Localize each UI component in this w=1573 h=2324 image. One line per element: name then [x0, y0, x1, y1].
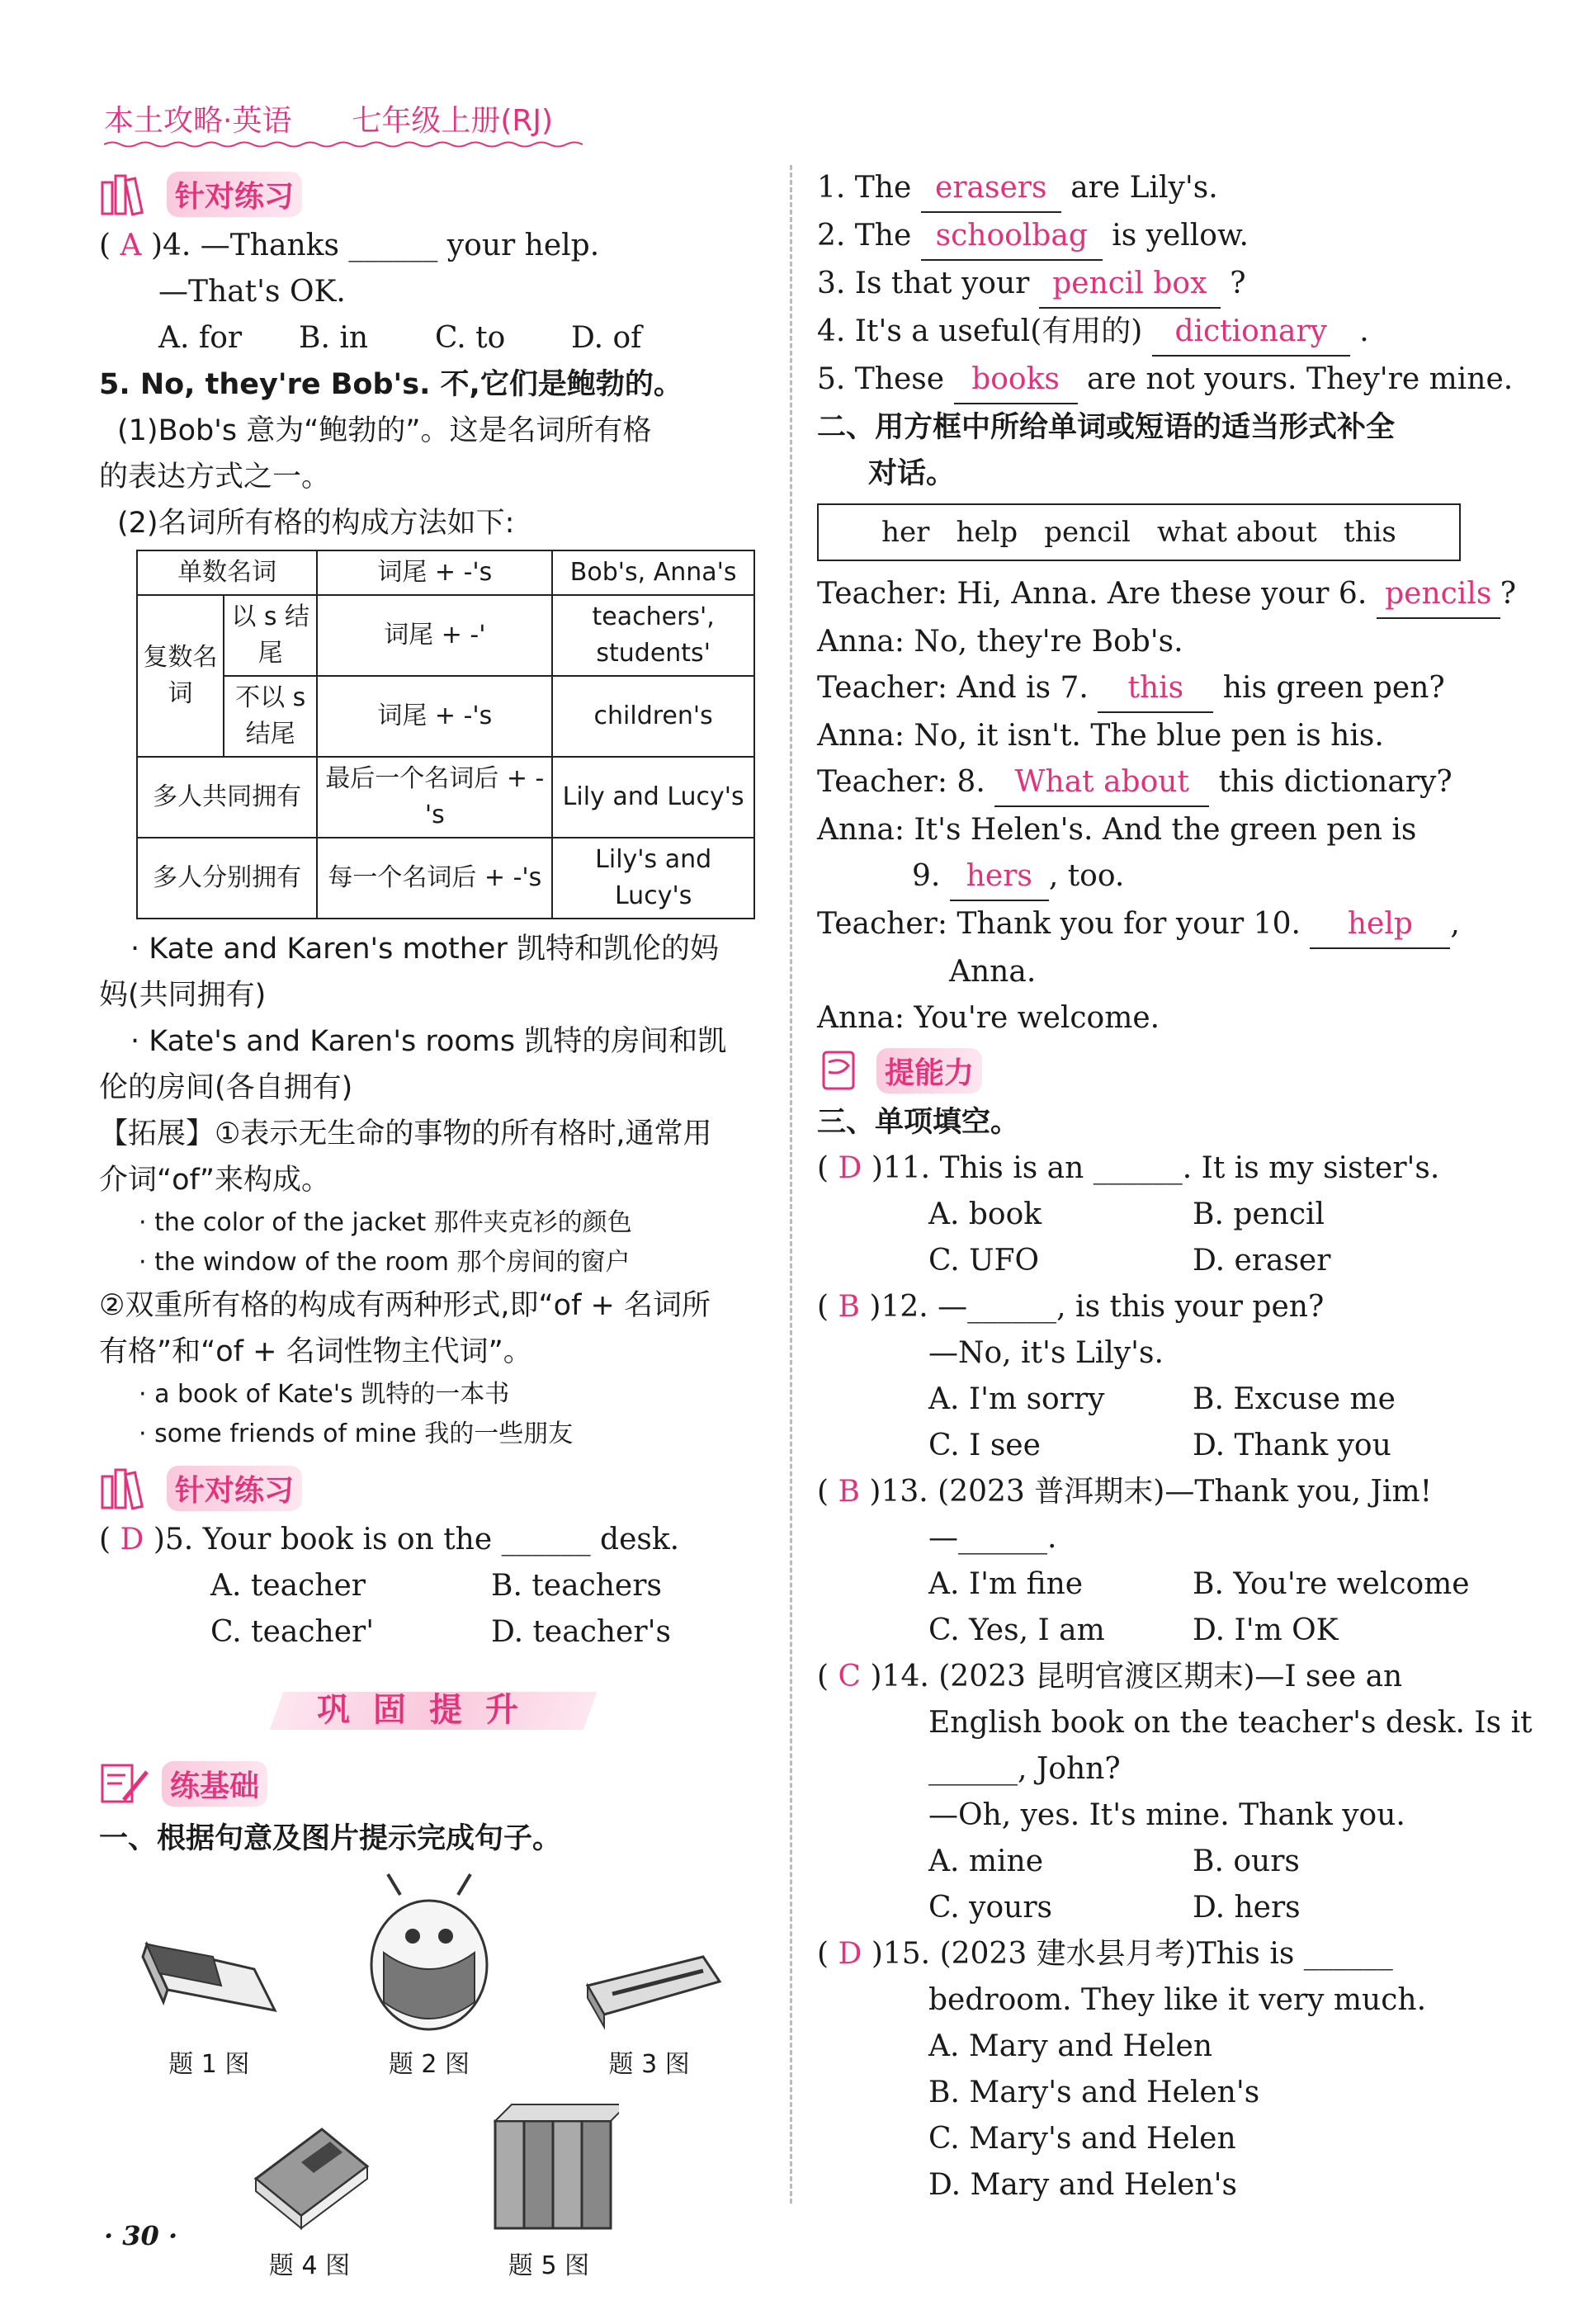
option: B. Mary's and Helen's — [928, 2076, 1260, 2109]
example: · the color of the jacket 那件夹克衫的颜色 — [139, 1208, 632, 1237]
answer: D — [838, 1937, 862, 1971]
question-14: ( C )14. (2023 昆明官渡区期末)—I see an — [817, 1660, 1403, 1693]
reply: —That's OK. — [158, 275, 346, 309]
answer: B — [838, 1290, 860, 1324]
option: C. Mary's and Helen — [928, 2122, 1236, 2156]
header-wave-line — [104, 140, 583, 149]
answer: B — [838, 1475, 860, 1509]
pencil-note-icon — [99, 1760, 152, 1807]
extension: ②双重所有格的构成有两种形式,即“of + 名词所 — [99, 1289, 711, 1322]
scroll-icon — [817, 1047, 867, 1094]
dictionary-illustration — [239, 2113, 380, 2237]
options: C. yours D. hers — [928, 1891, 1301, 1925]
answer: C — [838, 1660, 862, 1693]
question-12: ( B )12. —______, is this your pen? — [817, 1290, 1325, 1324]
options: A. I'm fine B. You're welcome — [928, 1567, 1470, 1601]
badge-label: 提能力 — [876, 1048, 982, 1094]
dialogue-line: Teacher: 8. What about this dictionary? — [817, 759, 1494, 807]
answer-blank: dictionary — [1152, 309, 1350, 357]
example: · a book of Kate's 凯特的一本书 — [139, 1380, 510, 1409]
question-15: ( D )15. (2023 建水县月考)This is ______ — [817, 1937, 1393, 1971]
picture-3 — [571, 1936, 728, 2080]
example: 妈(共同拥有) — [99, 979, 267, 1012]
picture-4 — [239, 2113, 380, 2281]
answer-blank: pencil box — [1039, 261, 1221, 309]
option: A. Mary and Helen — [928, 2029, 1213, 2063]
part-2-heading: 二、用方框中所给单词或短语的适当形式补全 — [817, 411, 1396, 444]
extension: 有格”和“of + 名词性物主代词”。 — [99, 1335, 532, 1368]
pencil-box-illustration — [571, 1936, 728, 2035]
picture-row-2 — [99, 2096, 759, 2281]
column-divider — [790, 165, 792, 2204]
example: 伦的房间(各自拥有) — [99, 1071, 353, 1104]
options: C. Yes, I am D. I'm OK — [928, 1613, 1339, 1647]
example: · some friends of mine 我的一些朋友 — [139, 1419, 574, 1448]
part-2-heading: 对话。 — [868, 457, 956, 490]
extension: 介词“of”来构成。 — [99, 1164, 331, 1197]
badge-label: 针对练习 — [167, 1466, 302, 1511]
dialogue-line: Teacher: Hi, Anna. Are these your 6. pencils ? — [817, 571, 1494, 619]
dialogue-line: Teacher: And is 7. this his green pen? — [817, 665, 1494, 713]
answer-blank: erasers — [921, 165, 1061, 213]
question-text: bedroom. They like it very much. — [928, 1983, 1427, 2017]
dialogue-line: Teacher: Thank you for your 10. help , — [817, 901, 1494, 949]
fill-1: 1. The erasers are Lily's. — [817, 165, 1494, 213]
options: A. for B. in C. to D. of — [158, 321, 642, 355]
fill-2: 2. The schoolbag is yellow. — [817, 213, 1494, 261]
fill-4: 4. It's a useful(有用的) dictionary . — [817, 309, 1494, 357]
question-11: ( D )11. This is an ______. It is my sister's. — [817, 1151, 1440, 1185]
question-13: ( B )13. (2023 普洱期末)—Thank you, Jim! — [817, 1475, 1433, 1509]
reply: —Oh, yes. It's mine. Thank you. — [928, 1798, 1405, 1832]
options: A. teacher B. teachers — [210, 1569, 662, 1603]
answer-blank: schoolbag — [921, 213, 1103, 261]
caption: 题 2 图 — [388, 2050, 470, 2079]
grade-label: 七年级上册(RJ) — [352, 104, 554, 138]
picture-1 — [130, 1911, 287, 2080]
book-title: 本土攻略·英语 — [104, 104, 292, 138]
caption: 题 5 图 — [508, 2251, 590, 2280]
books-illustration — [479, 2096, 619, 2237]
dialogue-line: 9. hers , too. — [817, 853, 1494, 901]
options: A. book B. pencil — [928, 1197, 1325, 1231]
answer-blank: help — [1310, 901, 1450, 949]
text: (1)Bob's 意为“鲍勃的”。这是名词所有格 — [117, 414, 652, 447]
left-column — [99, 165, 759, 2281]
caption: 题 3 图 — [608, 2050, 690, 2079]
badge-label: 练基础 — [162, 1761, 267, 1807]
basics-badge — [99, 1755, 759, 1812]
dialogue-line: Anna. — [949, 955, 1037, 989]
options: A. mine B. ours — [928, 1845, 1300, 1878]
answer-blank: hers — [950, 853, 1049, 901]
dialogue-line: Anna: No, it isn't. The blue pen is his. — [817, 719, 1384, 753]
books-icon — [99, 171, 157, 217]
page-number: · 30 · — [104, 2220, 178, 2251]
dialogue-line: Anna: It's Helen's. And the green pen is — [817, 813, 1417, 847]
answer-blank: this — [1098, 665, 1213, 713]
picture-5 — [479, 2096, 619, 2281]
part-1-heading: 一、根据句意及图片提示完成句子。 — [99, 1822, 562, 1855]
caption: 题 1 图 — [168, 2050, 250, 2079]
options: C. I see D. Thank you — [928, 1429, 1391, 1462]
possessive-table: 单数名词 词尾 + -'s Bob's, Anna's 复数名词 以 s 结尾 词尾 + -' teachers', students' 不以 s 结尾 词尾 + -'s children's 多人共同拥有 最后一个名词后 + -'s Lily and Lucy's 多人分别拥有 每一个名词后 + -'s Lily's and Lucy's — [136, 550, 755, 919]
books-icon — [99, 1465, 157, 1511]
fill-5: 5. These books are not yours. They're mine. — [817, 357, 1494, 404]
page-header — [104, 97, 553, 139]
caption: 题 4 图 — [268, 2251, 351, 2280]
text: 的表达方式之一。 — [99, 461, 331, 494]
text: (2)名词所有格的构成方法如下: — [117, 507, 515, 540]
example: · the window of the room 那个房间的窗户 — [139, 1248, 631, 1277]
question-4: ( A )4. —Thanks ______ your help. — [99, 229, 600, 262]
answer-blank: books — [954, 357, 1078, 404]
option: D. Mary and Helen's — [928, 2168, 1237, 2202]
practice-badge-2 — [99, 1459, 759, 1517]
example: · Kate and Karen's mother 凯特和凯伦的妈 — [130, 933, 719, 966]
section-banner — [99, 1685, 759, 1735]
reply: —______. — [928, 1521, 1057, 1555]
answer-blank: What about — [994, 759, 1209, 807]
right-column — [817, 165, 1533, 2208]
badge-label: 针对练习 — [167, 172, 302, 217]
section-title: 巩固提升 — [317, 1691, 541, 1729]
ability-badge — [817, 1042, 1494, 1099]
fill-3: 3. Is that your pencil box ? — [817, 261, 1494, 309]
part-3-heading: 三、单项填空。 — [817, 1106, 1020, 1139]
answer-blank: pencils — [1377, 571, 1500, 619]
point-5-title: 5. No, they're Bob's. 不,它们是鲍勃的。 — [99, 368, 683, 401]
question-5: ( D )5. Your book is on the ______ desk. — [99, 1523, 680, 1556]
answer: D — [838, 1151, 862, 1185]
schoolbag-illustration — [351, 1870, 508, 2035]
question-text: ______, John? — [928, 1752, 1121, 1786]
extension: 【拓展】①表示无生命的事物的所有格时,通常用 — [99, 1117, 712, 1150]
answer: A — [120, 229, 142, 262]
practice-badge-1 — [99, 165, 759, 223]
reply: —No, it's Lily's. — [928, 1336, 1164, 1370]
eraser-illustration — [130, 1911, 287, 2035]
dialogue-line: Anna: No, they're Bob's. — [817, 625, 1183, 659]
options: C. UFO D. eraser — [928, 1244, 1331, 1278]
example: · Kate's and Karen's rooms 凯特的房间和凯 — [130, 1025, 727, 1058]
dialogue-line: Anna: You're welcome. — [817, 1001, 1160, 1035]
answer: D — [120, 1523, 144, 1556]
picture-row-1 — [99, 1870, 759, 2080]
picture-2 — [351, 1870, 508, 2080]
options: A. I'm sorry B. Excuse me — [928, 1382, 1396, 1416]
options: C. teacher' D. teacher's — [210, 1615, 671, 1649]
question-text: English book on the teacher's desk. Is it — [928, 1706, 1533, 1740]
word-box: her help pencil what about this — [817, 503, 1461, 561]
